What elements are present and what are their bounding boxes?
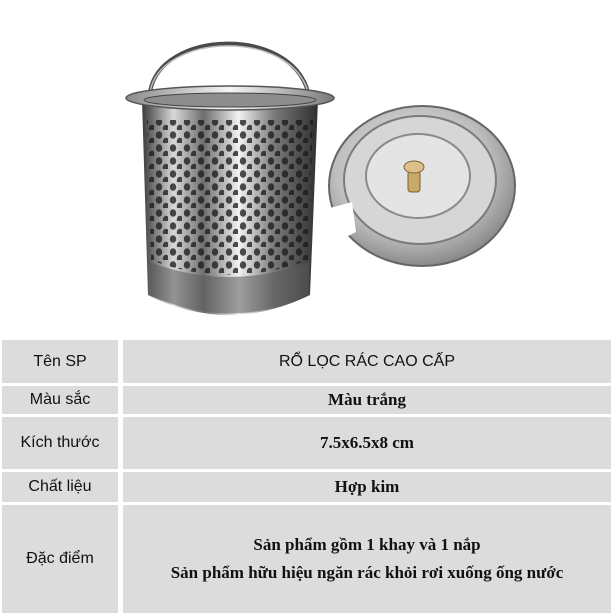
spec-row-material [0, 472, 615, 502]
spec-table [0, 338, 615, 615]
spec-value-size: 7.5x6.5x8 cm [123, 417, 611, 469]
spec-row-size [0, 417, 615, 469]
spec-label-size: Kích thước [2, 417, 118, 469]
spec-label-features: Đặc điểm [2, 505, 118, 613]
lid-graphic [329, 106, 515, 266]
basket-handle [150, 44, 308, 92]
spec-value-material: Hợp kim [123, 472, 611, 502]
basket-graphic [126, 44, 334, 315]
spec-row-features [0, 505, 615, 613]
spec-row-color [0, 386, 615, 414]
spec-value-color: Màu trắng [123, 386, 611, 414]
spec-value-name: RỔ LỌC RÁC CAO CẤP [123, 340, 611, 383]
spec-label-name: Tên SP [2, 340, 118, 383]
feature-line-2: Sản phẩm hữu hiệu ngăn rác khỏi rơi xuống ống nước [170, 563, 564, 582]
spec-value-features [123, 505, 611, 613]
spec-label-color: Màu sắc [2, 386, 118, 414]
spec-label-material: Chất liệu [2, 472, 118, 502]
spec-row-name [0, 340, 615, 383]
feature-line-1: Sản phẩm gồm 1 khay và 1 nắp [253, 535, 481, 554]
